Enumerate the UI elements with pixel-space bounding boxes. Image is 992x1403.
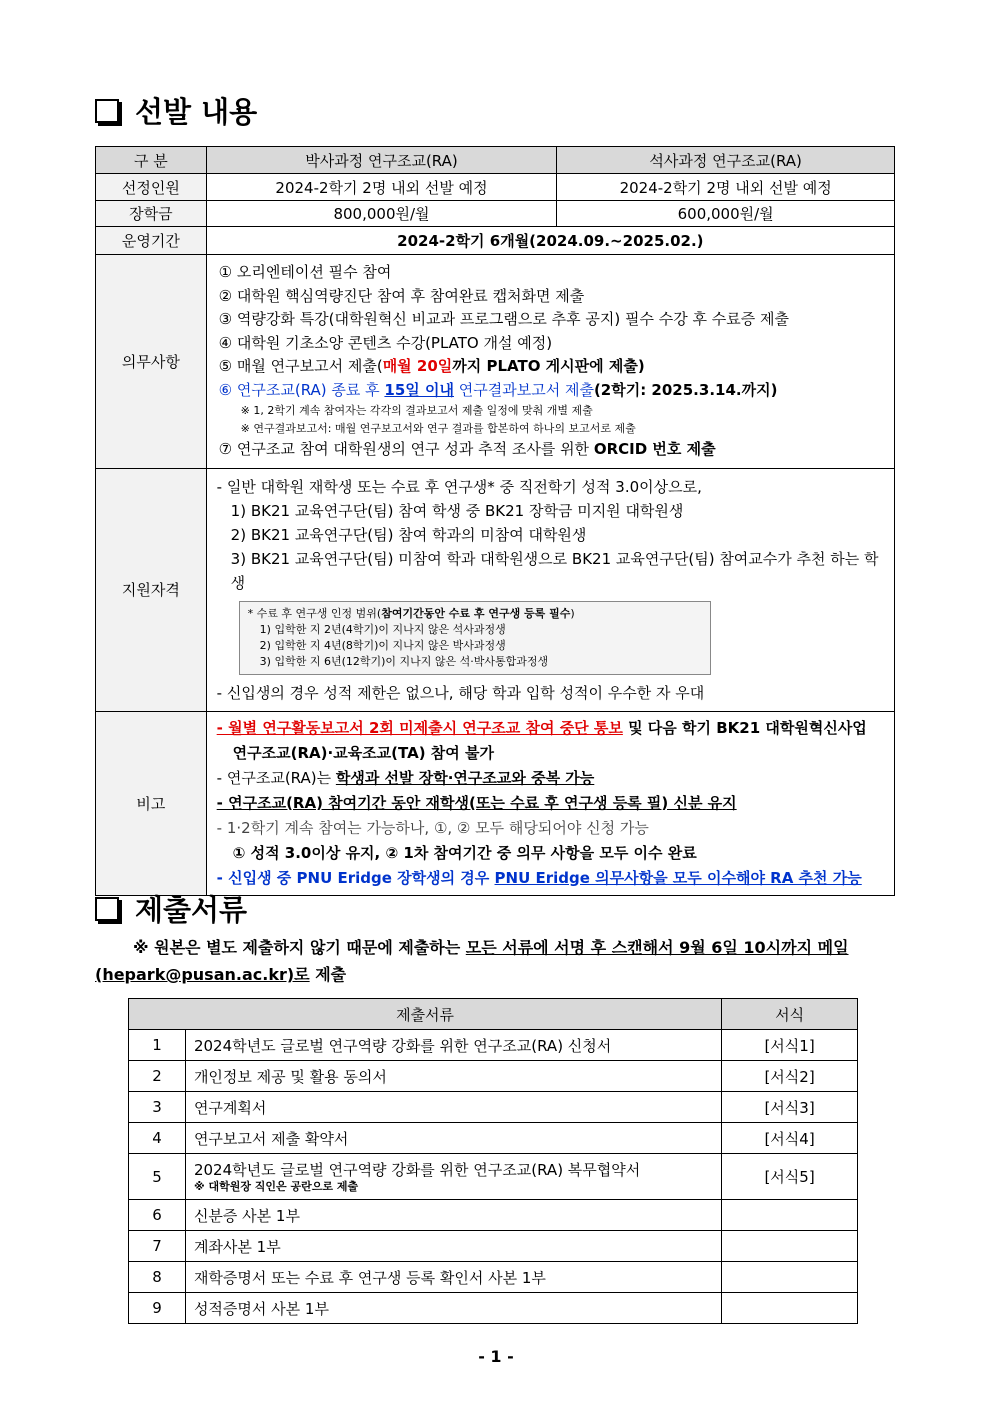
phd-count: 2024-2학기 2명 내외 선발 예정 <box>206 174 557 201</box>
masters-count: 2024-2학기 2명 내외 선발 예정 <box>557 174 895 201</box>
doc-name-cell <box>185 1262 721 1293</box>
table-header-row <box>96 147 895 174</box>
doc-form: [서식2] <box>722 1061 858 1092</box>
doc-number: 2 <box>129 1061 186 1092</box>
selection-table <box>95 146 895 896</box>
duty-deadline: 15일 이내 <box>384 380 454 399</box>
section-title-text: 제출서류 <box>135 893 248 927</box>
section-title-documents <box>95 888 247 929</box>
row-label: 비고 <box>96 711 207 895</box>
page-number: - 1 - <box>478 1347 514 1366</box>
duty-text: ⑦ 연구조교 참여 대학원생의 연구 성과 추적 조사를 위한 <box>218 440 594 458</box>
doc-number: 6 <box>129 1200 186 1231</box>
remark-text: - 연구조교(RA)는 <box>216 768 336 787</box>
notice-text: 모든 서류에 서명 후 스캔해서 9월 6일 10시까지 메일(hepark@pusan.ac.kr)로 <box>95 938 849 984</box>
box-line: 2) 입학한 지 4년(8학기)이 지나지 않은 박사과정생 <box>259 638 506 652</box>
duties-cell <box>206 255 894 469</box>
table-row <box>129 1200 858 1231</box>
table-row <box>129 1231 858 1262</box>
remark-5: ① 성적 3.0이상 유지, ② 1차 참여기간 중 의무 사항을 모두 이수 완료 <box>232 843 697 862</box>
duty-date: (2학기: 2025.3.14.까지) <box>593 380 778 399</box>
duty-text: ⑤ 매월 연구보고서 제출( <box>218 357 383 375</box>
row-label: 운영기간 <box>96 227 207 255</box>
doc-form: [서식1] <box>722 1030 858 1061</box>
qual-line: 3) BK21 교육연구단(팀) 미참여 학과 대학원생으로 BK21 교육연구단(팀) 참여교수가 추천 하는 학생 <box>230 549 879 592</box>
table-row <box>129 1123 858 1154</box>
phd-scholarship: 800,000원/월 <box>206 201 557 227</box>
row-label: 지원자격 <box>96 468 207 711</box>
duty-item: ④ 대학원 기초소양 콘텐츠 수강(PLATO 개설 예정) <box>218 333 553 352</box>
doc-name: 연구보고서 제출 확약서 <box>193 1129 349 1148</box>
doc-name-cell <box>185 1200 721 1231</box>
duty-item-5 <box>219 355 884 379</box>
table-row <box>129 1061 858 1092</box>
doc-subnote: ※ 대학원장 직인은 공란으로 제출 <box>193 1180 359 1193</box>
doc-number: 8 <box>129 1262 186 1293</box>
duty-text: 까지 PLATO 게시판에 제출) <box>452 357 645 375</box>
doc-name: 2024학년도 글로벌 연구역량 강화를 위한 연구조교(RA) 복무협약서 <box>193 1161 641 1179</box>
section-title-text: 선발 내용 <box>135 95 258 129</box>
documents-header-row <box>129 999 858 1030</box>
doc-name-cell <box>185 1154 721 1200</box>
duty-note: ※ 연구결과보고서: 매월 연구보고서와 연구 결과를 합본하여 하나의 보고서로 제출 <box>240 422 636 435</box>
qual-note-box <box>239 601 711 675</box>
documents-body <box>129 1030 858 1324</box>
doc-form: [서식3] <box>722 1092 858 1123</box>
box-line: 3) 입학한 지 6년(12학기)이 지나지 않은 석·박사통합과정생 <box>259 654 549 668</box>
notice-text: 제출 <box>309 965 347 984</box>
doc-name: 신분증 사본 1부 <box>193 1206 300 1225</box>
remark-4: - 1·2학기 계속 참여는 가능하나, ①, ② 모두 해당되어야 신청 가능 <box>216 818 649 837</box>
doc-form: [서식5] <box>722 1154 858 1200</box>
remark-3: - 연구조교(RA) 참여기간 동안 재학생(또는 수료 후 연구생 등록 필) 신분 유지 <box>216 793 737 812</box>
doc-name-cell <box>185 1231 721 1262</box>
doc-name-cell <box>185 1092 721 1123</box>
doc-name-cell <box>185 1030 721 1061</box>
doc-name: 재학증명서 또는 수료 후 연구생 등록 확인서 사본 1부 <box>193 1268 546 1287</box>
doc-number: 3 <box>129 1092 186 1123</box>
duty-note: ※ 1, 2학기 계속 참여자는 각각의 결과보고서 제출 일정에 맞춰 개별 제출 <box>240 404 593 417</box>
duty-text: ⑥ 연구조교(RA) 종료 후 <box>218 380 385 399</box>
doc-name-cell <box>185 1123 721 1154</box>
remark-text: PNU Eridge 의무사항을 모두 이수해야 RA 추천 가능 <box>494 868 862 887</box>
duty-item: ① 오리엔테이션 필수 참여 <box>218 263 392 281</box>
remark-text: 학생과 선발 장학·연구조교와 중복 가능 <box>335 768 595 787</box>
header-masters: 석사과정 연구조교(RA) <box>557 147 895 174</box>
table-row-count <box>96 174 895 201</box>
table-row <box>129 1030 858 1061</box>
masters-scholarship: 600,000원/월 <box>557 201 895 227</box>
duty-item-7 <box>219 438 884 462</box>
row-label: 의무사항 <box>96 255 207 469</box>
doc-form <box>722 1231 858 1262</box>
header-documents: 제출서류 <box>129 999 722 1030</box>
duty-orcid: ORCID 번호 제출 <box>593 440 716 458</box>
duty-item-6 <box>219 379 884 403</box>
duty-deadline: 매월 20일 <box>382 357 453 375</box>
row-label: 선정인원 <box>96 174 207 201</box>
doc-form <box>722 1293 858 1324</box>
duty-item: ② 대학원 핵심역량진단 참여 후 참여완료 캡처화면 제출 <box>218 286 585 305</box>
box-text: 참여기간동안 수료 후 연구생 등록 필수 <box>381 606 571 620</box>
qual-line: - 신입생의 경우 성적 제한은 없으나, 해당 학과 입학 성적이 우수한 자 우대 <box>216 683 705 702</box>
remark-text: 및 다음 학기 BK21 대학원혁신사업 연구조교(RA)·교육조교(TA) 참여 불가 <box>232 718 867 762</box>
box-line: 1) 입학한 지 2년(4학기)이 지나지 않은 석사과정생 <box>259 622 506 636</box>
table-row-qualification <box>96 468 895 711</box>
duty-item: ③ 역량강화 특강(대학원혁신 비교과 프로그램으로 추후 공지) 필수 수강 후 수료증 제출 <box>218 310 789 328</box>
box-text: ) <box>570 606 575 620</box>
doc-name-cell <box>185 1061 721 1092</box>
qual-line: - 일반 대학원 재학생 또는 수료 후 연구생* 중 직전학기 성적 3.0이상으로, <box>216 477 702 496</box>
doc-number: 5 <box>129 1154 186 1200</box>
checkbox-square-icon <box>95 99 119 123</box>
remark-warning: - 월별 연구활동보고서 2회 미제출시 연구조교 참여 중단 통보 <box>216 718 623 737</box>
doc-number: 4 <box>129 1123 186 1154</box>
doc-form <box>722 1200 858 1231</box>
table-row-period <box>96 227 895 255</box>
table-row <box>129 1262 858 1293</box>
checkbox-square-icon <box>95 897 119 921</box>
remark-1 <box>217 716 884 766</box>
doc-number: 1 <box>129 1030 186 1061</box>
doc-number: 9 <box>129 1293 186 1324</box>
notice-text: ※ 원본은 별도 제출하지 않기 때문에 제출하는 <box>133 938 466 957</box>
doc-name: 계좌사본 1부 <box>193 1237 281 1256</box>
table-row <box>129 1154 858 1200</box>
remark-text: - 신입생 중 PNU Eridge 장학생의 경우 <box>216 868 495 887</box>
qualification-cell <box>206 468 894 711</box>
section-title-selection <box>95 90 257 131</box>
qual-line: 1) BK21 교육연구단(팀) 참여 학생 중 BK21 장학금 미지원 대학원생 <box>230 501 684 520</box>
table-row-remarks <box>96 711 895 895</box>
table-row <box>129 1293 858 1324</box>
duty-text: 연구결과보고서 제출 <box>453 380 594 399</box>
submission-notice <box>95 934 905 988</box>
doc-form: [서식4] <box>722 1123 858 1154</box>
documents-table <box>128 998 858 1324</box>
box-text: * 수료 후 연구생 인정 범위( <box>247 606 382 620</box>
remark-2 <box>217 766 884 791</box>
doc-name-cell <box>185 1293 721 1324</box>
header-form: 서식 <box>722 999 858 1030</box>
table-row-duties <box>96 255 895 469</box>
remark-6 <box>217 866 884 891</box>
qual-line: 2) BK21 교육연구단(팀) 참여 학과의 미참여 대학원생 <box>230 525 587 544</box>
row-label: 장학금 <box>96 201 207 227</box>
doc-name: 성적증명서 사본 1부 <box>193 1299 329 1318</box>
header-phd: 박사과정 연구조교(RA) <box>206 147 557 174</box>
header-category: 구 분 <box>96 147 207 174</box>
box-title <box>248 606 702 622</box>
doc-name: 2024학년도 글로벌 연구역량 강화를 위한 연구조교(RA) 신청서 <box>193 1036 612 1055</box>
doc-name: 연구계획서 <box>193 1098 267 1117</box>
remarks-cell <box>206 711 894 895</box>
doc-form <box>722 1262 858 1293</box>
doc-number: 7 <box>129 1231 186 1262</box>
doc-name: 개인정보 제공 및 활용 동의서 <box>193 1067 387 1086</box>
table-row-scholarship <box>96 201 895 227</box>
operation-period: 2024-2학기 6개월(2024.09.~2025.02.) <box>206 227 894 255</box>
table-row <box>129 1092 858 1123</box>
